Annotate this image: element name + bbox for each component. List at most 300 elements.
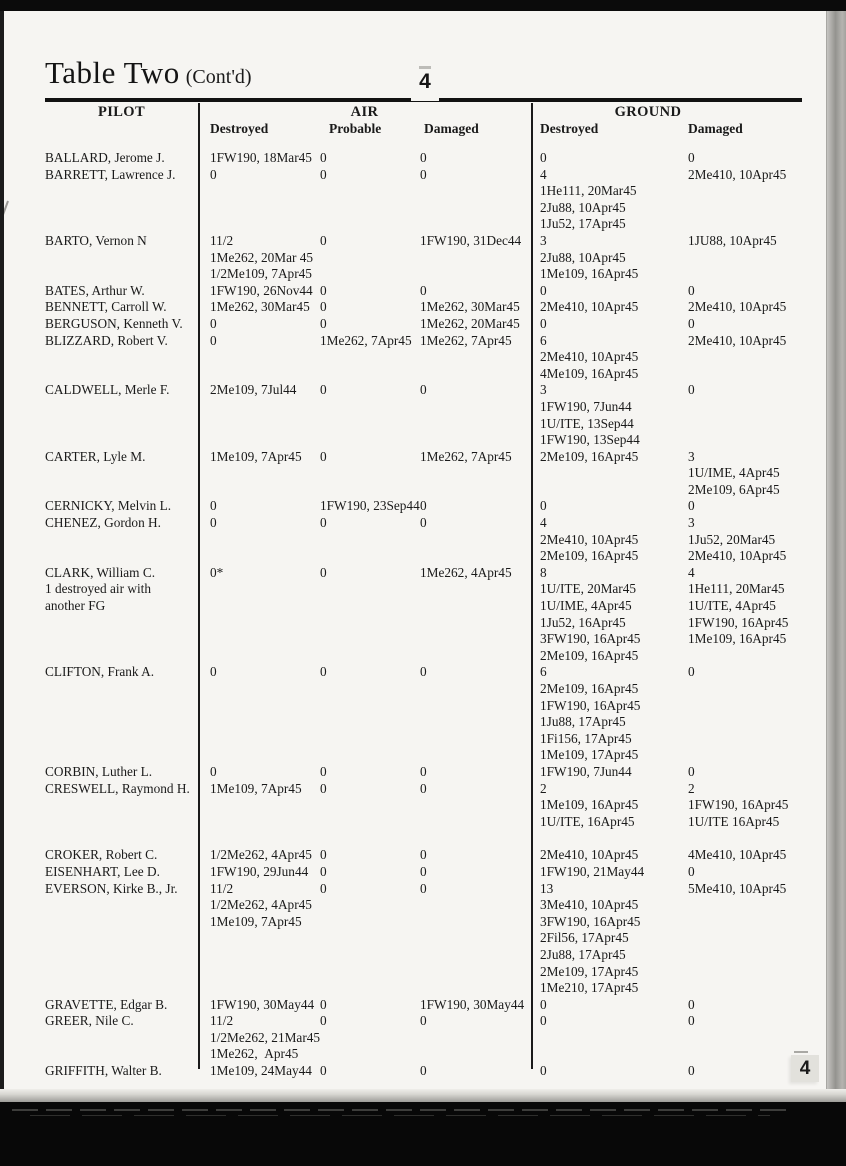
cell-ground-destroyed [531, 1013, 688, 1063]
cell-air-destroyed [198, 565, 320, 665]
cell-line: 1Ju52, 20Mar45 [688, 531, 776, 547]
cell-line: 0 [420, 664, 427, 680]
cell-line: 2Me410, 10Apr45 [688, 166, 787, 182]
cell-air-probable [320, 498, 420, 515]
cell-line: 1Me109, 7Apr45 [210, 448, 302, 464]
cell-line: 2Me109, 16Apr45 [540, 647, 639, 663]
page-number-top: 4 [411, 66, 439, 101]
cell-line: 1Me262, 7Apr45 [420, 332, 512, 348]
cell-line: 0 [420, 1063, 427, 1079]
cell-air-probable [320, 167, 420, 233]
cell-air-probable [320, 382, 420, 448]
cell-line: 1Me109, 7Apr45 [210, 780, 302, 796]
cell-line: 3 [688, 448, 695, 464]
cell-air-probable [320, 781, 420, 831]
cell-line: 1Fi156, 17Apr45 [540, 730, 632, 746]
cell-line: 0 [540, 498, 547, 514]
scan-texture-line [12, 1109, 792, 1111]
cell-line: 0 [320, 780, 327, 796]
cell-air-damaged [420, 316, 531, 333]
cell-line: 1Me109, 17Apr45 [540, 747, 639, 763]
page-title-suffix: (Cont'd) [185, 66, 252, 88]
cell-line: 2Me410, 10Apr45 [540, 349, 639, 365]
cell-line: 1U/ITE, 16Apr45 [540, 813, 635, 829]
cell-line: 0 [540, 282, 547, 298]
cell-line: 1Me210, 17Apr45 [540, 980, 639, 996]
cell-line: another FG [45, 598, 106, 614]
cell-ground-destroyed [531, 565, 688, 665]
cell-line: 1/2Me109, 7Apr45 [210, 266, 312, 282]
cell-air-probable [320, 316, 420, 333]
cell-line: 0 [688, 498, 695, 514]
cell-line: 0 [320, 1063, 327, 1079]
subheader-air-damaged: Damaged [424, 121, 479, 136]
table-row [45, 997, 802, 1014]
page-number-bottom: 4 [791, 1055, 819, 1082]
cell-line: 0 [210, 763, 217, 779]
cell-line: BLIZZARD, Robert V. [45, 332, 168, 348]
table-row [45, 515, 802, 565]
cell-ground-damaged [688, 515, 802, 565]
cell-pilot [45, 881, 198, 997]
cell-pilot [45, 283, 198, 300]
cell-line: 1FW190, 26Nov44 [210, 282, 313, 298]
table-row [45, 498, 802, 515]
table-row [45, 167, 802, 233]
cell-air-probable [320, 233, 420, 283]
cell-air-damaged [420, 847, 531, 864]
cell-air-probable [320, 847, 420, 864]
cell-ground-destroyed [531, 498, 688, 515]
cell-line: 4 [540, 515, 547, 531]
cell-line: 0 [688, 996, 695, 1012]
table-row [45, 764, 802, 781]
cell-air-probable [320, 565, 420, 665]
cell-line: 1U/ITE, 13Sep44 [540, 415, 634, 431]
cell-line: 0 [420, 515, 427, 531]
cell-air-destroyed [198, 764, 320, 781]
cell-line: 0 [688, 763, 695, 779]
cell-line: 1Me109, 16Apr45 [540, 266, 639, 282]
page-bottom-edge [0, 1089, 846, 1102]
cell-line: 0 [320, 847, 327, 863]
cell-line: 0 [688, 282, 695, 298]
cell-air-probable [320, 664, 420, 764]
cell-air-damaged [420, 167, 531, 233]
cell-air-probable [320, 299, 420, 316]
cell-ground-damaged [688, 864, 802, 881]
cell-air-probable [320, 333, 420, 383]
cell-ground-damaged [688, 382, 802, 448]
cell-line: 2 [540, 780, 547, 796]
table-row [45, 150, 802, 167]
column-header-pilot: PILOT [97, 104, 146, 120]
cell-line: 4Me109, 16Apr45 [540, 365, 639, 381]
cell-line: BARRETT, Lawrence J. [45, 166, 176, 182]
cell-line: 4 [688, 564, 695, 580]
cell-line: 1Me109, 16Apr45 [540, 797, 639, 813]
table-row [45, 283, 802, 300]
cell-line: 3 [540, 232, 547, 248]
cell-line: 2Me410, 10Apr45 [688, 299, 787, 315]
cell-line: 2 [688, 780, 695, 796]
cell-line: 0 [420, 166, 427, 182]
cell-air-probable [320, 150, 420, 167]
cell-air-damaged [420, 498, 531, 515]
cell-air-destroyed [198, 150, 320, 167]
cell-line: 1FW190, 29Jun44 [210, 863, 309, 879]
cell-line: BATES, Arthur W. [45, 282, 145, 298]
cell-pilot [45, 864, 198, 881]
cell-line: 3Me410, 10Apr45 [540, 897, 639, 913]
cell-line: 0 [320, 150, 327, 165]
cell-line: CLARK, William C. [45, 564, 156, 580]
cell-line: 1U/ITE, 20Mar45 [540, 581, 637, 597]
cell-line: 0 [320, 564, 327, 580]
cell-line: 0 [320, 448, 327, 464]
cell-line: 2Me109, 16Apr45 [540, 448, 639, 464]
page-title [45, 55, 252, 91]
cell-line: 0 [420, 863, 427, 879]
cell-air-probable [320, 997, 420, 1014]
cell-ground-damaged [688, 781, 802, 831]
cell-air-damaged [420, 1063, 531, 1080]
cell-line: 0 [320, 166, 327, 182]
cell-ground-destroyed [531, 167, 688, 233]
cell-line: 1Ju52, 16Apr45 [540, 614, 626, 630]
cell-line: 0 [688, 863, 695, 879]
cell-ground-destroyed [531, 233, 688, 283]
cell-line: 13 [540, 880, 554, 896]
cell-ground-destroyed [531, 299, 688, 316]
cell-line: 1U/ITE, 4Apr45 [688, 598, 776, 614]
cell-ground-damaged [688, 997, 802, 1014]
cell-ground-damaged [688, 449, 802, 499]
cell-pilot [45, 1063, 198, 1080]
cell-line: 0* [210, 564, 224, 580]
table-row [45, 881, 802, 997]
cell-air-damaged [420, 299, 531, 316]
cell-ground-destroyed [531, 764, 688, 781]
cell-pilot [45, 565, 198, 665]
cell-ground-damaged [688, 847, 802, 864]
cell-ground-damaged [688, 316, 802, 333]
cell-ground-destroyed [531, 283, 688, 300]
cell-line: 1FW190, 7Jun44 [540, 763, 632, 779]
column-header-ground: GROUND [614, 104, 682, 120]
cell-line: 2Me410, 10Apr45 [540, 299, 639, 315]
cell-line: 11/2 [210, 232, 234, 248]
cell-line: 0 [320, 382, 327, 398]
cell-line: 0 [320, 315, 327, 331]
cell-air-probable [320, 449, 420, 499]
cell-line: 1FW190, 30May44 [420, 996, 525, 1012]
cell-line: GRIFFITH, Walter B. [45, 1063, 162, 1079]
cell-air-probable [320, 764, 420, 781]
cell-line: 0 [420, 282, 427, 298]
cell-line: 0 [320, 299, 327, 315]
cell-line: CARTER, Lyle M. [45, 448, 146, 464]
cell-ground-destroyed [531, 1063, 688, 1080]
cell-line: 2Me410, 10Apr45 [540, 847, 639, 863]
cell-ground-damaged [688, 150, 802, 167]
cell-line: 0 [420, 763, 427, 779]
cell-line: 1FW190, 16Apr45 [540, 697, 641, 713]
cell-pilot [45, 449, 198, 499]
cell-ground-damaged [688, 664, 802, 764]
cell-air-destroyed [198, 847, 320, 864]
cell-air-damaged [420, 664, 531, 764]
cell-line: 0 [320, 1013, 327, 1029]
cell-ground-damaged [688, 233, 802, 283]
cell-ground-damaged [688, 299, 802, 316]
cell-line: 1Me262, 7Apr45 [320, 332, 412, 348]
cell-air-damaged [420, 881, 531, 997]
cell-line: EVERSON, Kirke B., Jr. [45, 880, 178, 896]
cell-line: 0 [210, 332, 217, 348]
cell-line: 4Me410, 10Apr45 [688, 847, 787, 863]
cell-air-probable [320, 881, 420, 997]
cell-line: 1Me262, 30Mar45 [420, 299, 520, 315]
subheader-ground-damaged: Damaged [688, 121, 743, 136]
cell-line: 0 [210, 166, 217, 182]
cell-line: 2Me109, 6Apr45 [688, 481, 780, 497]
cell-ground-destroyed [531, 781, 688, 831]
cell-line: 0 [688, 1013, 695, 1029]
cell-line: 0 [420, 150, 427, 165]
cell-air-probable [320, 1013, 420, 1063]
cell-line: 0 [540, 1063, 547, 1079]
table-row [45, 847, 802, 864]
cell-line: 1Me109, 16Apr45 [688, 631, 787, 647]
table-row [45, 664, 802, 764]
cell-air-probable [320, 1063, 420, 1080]
cell-line: 0 [688, 150, 695, 165]
cell-air-destroyed [198, 781, 320, 831]
cell-line: 0 [420, 382, 427, 398]
cell-air-damaged [420, 283, 531, 300]
cell-pilot [45, 997, 198, 1014]
cell-line: 0 [210, 498, 217, 514]
cell-line: CLIFTON, Frank A. [45, 664, 155, 680]
cell-pilot [45, 781, 198, 831]
cell-line: 1Me262, Apr45 [210, 1046, 299, 1062]
cell-air-damaged [420, 1013, 531, 1063]
cell-line: 2Ju88, 10Apr45 [540, 199, 626, 215]
cell-air-damaged [420, 565, 531, 665]
cell-line: 0 [540, 150, 547, 165]
cell-ground-damaged [688, 881, 802, 997]
cell-pilot [45, 333, 198, 383]
cell-line: 1U/IME, 4Apr45 [688, 465, 780, 481]
cell-air-destroyed [198, 997, 320, 1014]
cell-line: 1Me262, 30Mar45 [210, 299, 310, 315]
cell-air-destroyed [198, 881, 320, 997]
cell-pilot [45, 664, 198, 764]
cell-line: 2Ju88, 17Apr45 [540, 946, 626, 962]
table-row [45, 1063, 802, 1080]
table-row [45, 449, 802, 499]
cell-air-destroyed [198, 515, 320, 565]
cell-ground-damaged [688, 283, 802, 300]
cell-air-damaged [420, 781, 531, 831]
subheader-air-probable: Probable [329, 121, 382, 136]
cell-air-destroyed [198, 299, 320, 316]
cell-line: 2Me109, 7Jul44 [210, 382, 297, 398]
cell-line: CORBIN, Luther L. [45, 763, 153, 779]
cell-pilot [45, 382, 198, 448]
cell-pilot [45, 167, 198, 233]
cell-air-destroyed [198, 233, 320, 283]
page-right-edge [826, 11, 846, 1102]
cell-line: 1Me262, 4Apr45 [420, 564, 512, 580]
table-row [45, 781, 802, 831]
cell-air-destroyed [198, 167, 320, 233]
cell-line: 0 [688, 1063, 695, 1079]
cell-ground-damaged [688, 333, 802, 383]
cell-line: 1FW190, 16Apr45 [688, 797, 789, 813]
cell-pilot [45, 299, 198, 316]
table-row [45, 864, 802, 881]
cell-air-damaged [420, 997, 531, 1014]
cell-line: CHENEZ, Gordon H. [45, 515, 161, 531]
cell-line: 2Me109, 16Apr45 [540, 681, 639, 696]
cell-line: 1Me262, 20Mar 45 [210, 249, 314, 265]
cell-line: 0 [320, 232, 327, 248]
cell-line: 1FW190, 31Dec44 [420, 232, 522, 248]
table-row [45, 565, 802, 665]
cell-ground-damaged [688, 167, 802, 233]
cell-line: 1FW190, 30May44 [210, 996, 315, 1012]
cell-line: 0 [688, 315, 695, 331]
cell-line: BENNETT, Carroll W. [45, 299, 167, 315]
cell-pilot [45, 515, 198, 565]
scan-top-edge [0, 0, 846, 11]
cell-ground-damaged [688, 1013, 802, 1063]
cell-line: 0 [420, 847, 427, 863]
cell-line: BARTO, Vernon N [45, 232, 147, 248]
cell-line: 0 [688, 382, 695, 398]
cell-line: 0 [210, 664, 217, 680]
cell-line: 0 [320, 664, 327, 680]
cell-air-damaged [420, 864, 531, 881]
cell-line: 0 [540, 1013, 547, 1029]
cell-line: 2Ju88, 10Apr45 [540, 249, 626, 265]
cell-line: CERNICKY, Melvin L. [45, 498, 172, 514]
cell-air-damaged [420, 150, 531, 167]
cell-pilot [45, 233, 198, 283]
cell-ground-destroyed [531, 316, 688, 333]
cell-air-probable [320, 283, 420, 300]
table-row [45, 382, 802, 448]
table-row [45, 299, 802, 316]
cell-line: 3 [540, 382, 547, 398]
cell-air-destroyed [198, 1013, 320, 1063]
cell-line: 1Ju52, 17Apr45 [540, 216, 626, 232]
cell-air-damaged [420, 764, 531, 781]
cell-ground-destroyed [531, 881, 688, 997]
cell-line: 1U/ITE 16Apr45 [688, 813, 780, 829]
page-title-main: Table Two [45, 55, 180, 90]
cell-line: 1/2Me262, 4Apr45 [210, 847, 312, 863]
cell-line: 0 [320, 996, 327, 1012]
cell-line: CALDWELL, Merle F. [45, 382, 170, 398]
cell-line: 0 [320, 515, 327, 531]
page [0, 11, 846, 1102]
table-row [45, 1013, 802, 1063]
cell-line: 1Me262, 7Apr45 [420, 448, 512, 464]
cell-air-destroyed [198, 498, 320, 515]
cell-line: 2Me109, 16Apr45 [540, 548, 639, 564]
cell-air-damaged [420, 449, 531, 499]
cell-line: BERGUSON, Kenneth V. [45, 315, 183, 331]
cell-line: 1/2Me262, 4Apr45 [210, 897, 312, 913]
cell-line: 0 [320, 763, 327, 779]
cell-line: 2Me410, 10Apr45 [688, 332, 787, 348]
cell-line: 0 [320, 880, 327, 896]
cell-line: 1Me262, 20Mar45 [420, 315, 520, 331]
cell-line: 0 [320, 282, 327, 298]
cell-ground-destroyed [531, 333, 688, 383]
scan-left-edge [0, 11, 4, 1102]
cell-ground-destroyed [531, 382, 688, 448]
cell-air-probable [320, 515, 420, 565]
cell-line: 1FW190, 21May44 [540, 863, 645, 879]
cell-ground-destroyed [531, 847, 688, 864]
cell-air-damaged [420, 233, 531, 283]
cell-line: 2Me109, 17Apr45 [540, 963, 639, 979]
cell-line: 0 [420, 780, 427, 796]
cell-air-destroyed [198, 864, 320, 881]
cell-pilot [45, 847, 198, 864]
cell-ground-damaged [688, 1063, 802, 1080]
cell-line: 0 [688, 664, 695, 680]
cell-line: 1FW190, 23Sep44 [320, 498, 420, 514]
cell-line: GREER, Nile C. [45, 1013, 134, 1029]
cell-line: 1He111, 20Mar45 [688, 581, 785, 597]
cell-line: 8 [540, 564, 547, 580]
cell-pilot [45, 498, 198, 515]
cell-line: 1JU88, 10Apr45 [688, 232, 777, 248]
cell-air-destroyed [198, 333, 320, 383]
cell-line: 6 [540, 332, 547, 348]
cell-ground-destroyed [531, 664, 688, 764]
cell-line: 1Me109, 7Apr45 [210, 913, 302, 929]
cell-air-destroyed [198, 316, 320, 333]
cell-line: 1FW190, 18Mar45 [210, 150, 312, 165]
cell-ground-destroyed [531, 864, 688, 881]
cell-line: 2Fil56, 17Apr45 [540, 930, 629, 946]
cell-line: 1 destroyed air with [45, 581, 151, 597]
subheader-air-destroyed: Destroyed [210, 121, 269, 136]
cell-ground-damaged [688, 498, 802, 515]
cell-air-destroyed [198, 664, 320, 764]
cell-line: CROKER, Robert C. [45, 847, 158, 863]
table-row [45, 333, 802, 383]
column-header-air: AIR [350, 104, 379, 120]
cell-line: 0 [210, 315, 217, 331]
cell-line: 1FW190, 7Jun44 [540, 398, 632, 414]
cell-air-probable [320, 864, 420, 881]
table-row [45, 233, 802, 283]
cell-ground-destroyed [531, 515, 688, 565]
cell-line: 3FW190, 16Apr45 [540, 913, 641, 929]
cell-pilot [45, 316, 198, 333]
cell-line: 0 [540, 996, 547, 1012]
cell-line: 6 [540, 664, 547, 680]
cell-air-destroyed [198, 449, 320, 499]
cell-air-destroyed [198, 382, 320, 448]
